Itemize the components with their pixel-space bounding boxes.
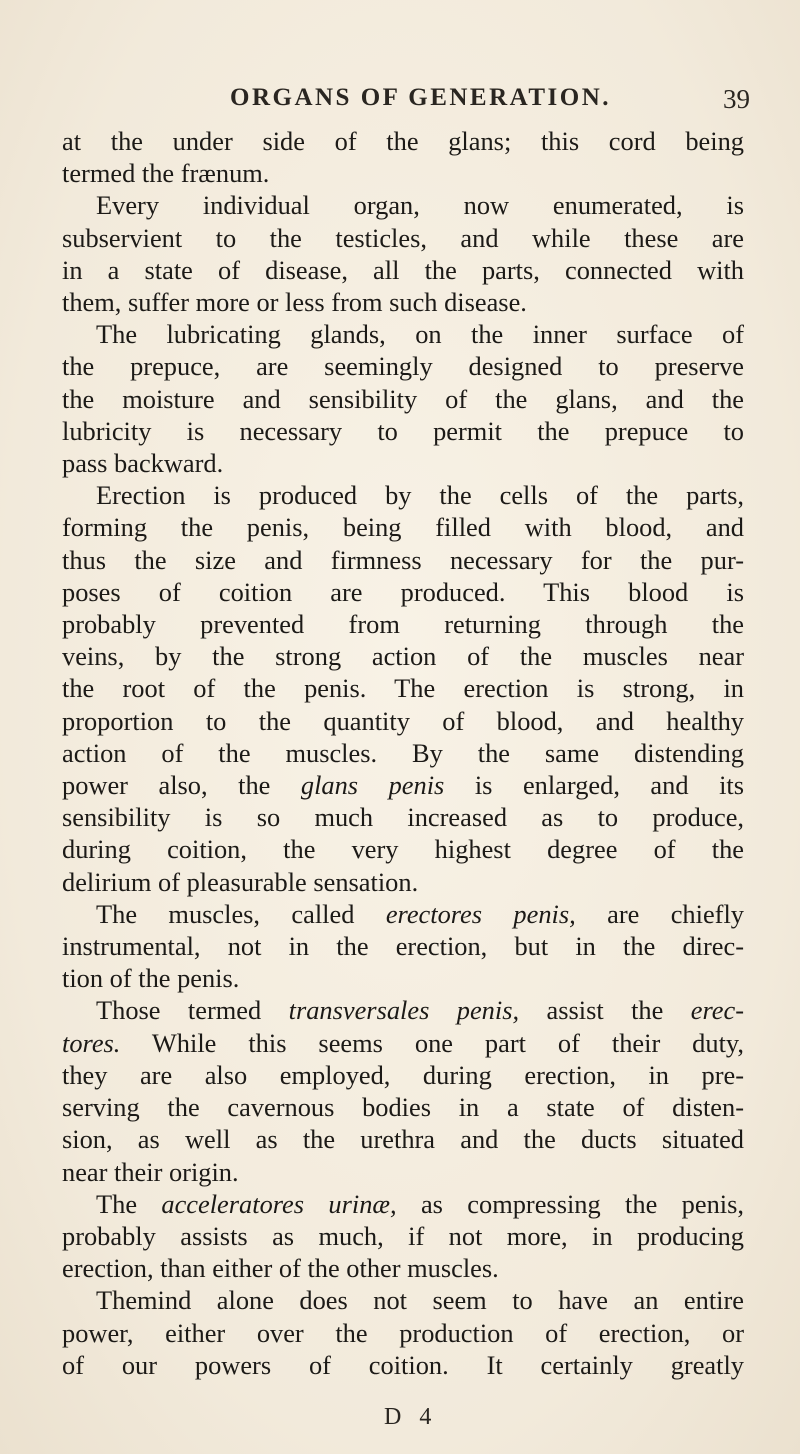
paragraph-start-line: Every individual organ, now enumerated, is [96,190,744,221]
text-line: proportion to the quantity of blood, and healthy [62,705,744,736]
text-line: pass backward. [62,448,224,479]
text-line: poses of coition are produced. This blood is [62,576,744,607]
text-line: lubricity is necessary to permit the prepuce to [62,415,744,446]
text-line: action of the muscles. By the same distending [62,737,744,768]
text-line: they are also employed, during erection, in pre- [62,1059,744,1090]
running-head [60,84,750,120]
text-line: delirium of pleasurable sensation. [62,866,419,897]
paragraph-start-line: The lubricating glands, on the inner surface of [96,319,744,350]
text-line: during coition, the very highest degree of the [62,834,744,865]
text-line: termed the frænum. [62,158,270,189]
text-line: them, suffer more or less from such disease. [62,287,527,318]
text-line: erection, than either of the other muscles. [62,1253,499,1284]
text-line: the moisture and sensibility of the glans, and the [62,383,744,414]
text-line: thus the size and firmness necessary for the pur- [62,544,744,575]
text-line: power, either over the production of erection, or [62,1317,744,1348]
text-line: serving the cavernous bodies in a state of disten- [62,1092,744,1123]
text-line: sion, as well as the urethra and the ducts situated [62,1124,744,1155]
paragraph-start-line: Themind alone does not seem to have an entire [96,1285,744,1316]
italic-term: glans penis [300,770,445,801]
text-line: veins, by the strong action of the muscles near [62,641,744,672]
text-line: subservient to the testicles, and while these are [62,222,744,253]
text-line: in a state of disease, all the parts, connected with [62,254,744,285]
text-line: power also, the glans penis is enlarged, and its [62,770,744,801]
text-line: the root of the penis. The erection is strong, in [62,673,744,704]
italic-term: acceleratores urinæ, [161,1188,397,1219]
paragraph-start-line: The acceleratores urinæ, as compressing the penis, [96,1188,744,1219]
paragraph-start-line: Those termed transversales penis, assist the erec- [96,995,744,1026]
text-line: probably prevented from returning through the [62,609,744,640]
page-number: 39 [723,84,750,114]
text-line: near their origin. [62,1156,239,1187]
text-line: tion of the penis. [62,963,240,994]
text-line: of our powers of coition. It certainly greatly [62,1349,744,1380]
paragraph-start-line: The muscles, called erectores penis, are chiefly [96,898,744,929]
body-text [62,125,744,1381]
italic-term: transversales penis, [288,995,520,1026]
italic-term: erectores penis, [385,898,576,929]
running-title: ORGANS OF GENERATION. [230,84,612,111]
text-line: probably assists as much, if not more, in producing [62,1220,744,1251]
text-line: at the under side of the glans; this cord being [62,126,744,156]
text-line: sensibility is so much increased as to produce, [62,802,744,833]
italic-term: erec- [690,995,744,1026]
text-line: instrumental, not in the erection, but in the direc- [62,931,744,962]
paragraph-start-line: Erection is produced by the cells of the parts, [96,480,744,511]
italic-term: tores. [62,1027,121,1058]
text-line: forming the penis, being filled with blood, and [62,512,744,543]
signature-mark: D 4 [384,1404,438,1430]
text-line: tores. While this seems one part of their duty, [62,1027,744,1058]
text-line: the prepuce, are seemingly designed to preserve [62,351,744,382]
